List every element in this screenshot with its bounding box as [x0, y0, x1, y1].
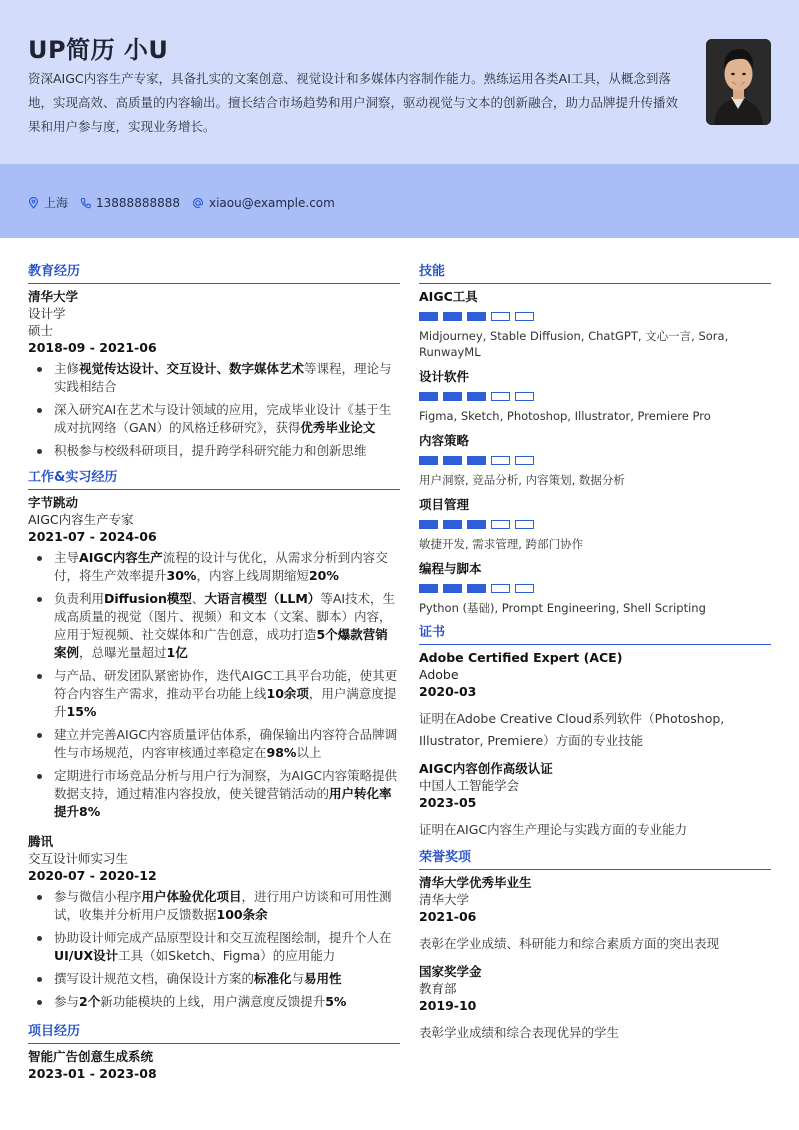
- job-date: 2020-07 - 2020-12: [28, 868, 157, 883]
- skill-level-bars: [419, 456, 771, 465]
- skills-section: [419, 263, 771, 616]
- project-name: 智能广告创意生成系统: [28, 1049, 154, 1064]
- contact-phone: [80, 196, 180, 210]
- phone-text: 13888888888: [96, 195, 180, 210]
- award-entry: [419, 874, 771, 955]
- school-name: 清华大学: [28, 289, 79, 304]
- job-role: 交互设计师实习生: [28, 851, 129, 866]
- contact-location: [28, 194, 68, 211]
- portrait-icon: [706, 39, 771, 125]
- cert-name: Adobe Certified Expert (ACE): [419, 650, 623, 665]
- summary-text: 资深AIGC内容生产专家，具备扎实的文案创意、视觉设计和多媒体内容制作能力。熟练运用各类AI工具，从概念到落地，实现高效、高质量的内容输出。擅长结合市场趋势和用户洞察，驱动视觉与文本的创新融合，助力品牌提升传播效果和用户参与度，实现业务增长。: [28, 71, 679, 134]
- level-bar-filled: [419, 392, 438, 401]
- level-bar-empty: [515, 392, 534, 401]
- certs-list: [419, 649, 771, 841]
- level-bar-filled: [419, 456, 438, 465]
- job-entry: [28, 833, 400, 1011]
- bold-text: 视觉传达设计、交互设计、数字媒体艺术: [79, 361, 305, 376]
- level-bar-filled: [467, 456, 486, 465]
- bold-text: 98%: [266, 745, 297, 760]
- bullet-item: 参与2个新功能模块的上线，用户满意度反馈提升5%: [28, 993, 400, 1011]
- skills-list: [419, 288, 771, 616]
- cert-date: 2020-03: [419, 684, 477, 699]
- skill-entry: [419, 368, 771, 424]
- level-bar-filled: [467, 584, 486, 593]
- bullet-item: 深入研究AI在艺术与设计领域的应用，完成毕业设计《基于生成对抗网络（GAN）的风格迁移研究》，获得优秀毕业论文: [28, 401, 400, 437]
- level-bar-empty: [491, 392, 510, 401]
- skill-desc: 用户洞察, 竞品分析, 内容策划, 数据分析: [419, 473, 625, 487]
- bold-text: 2个: [79, 994, 101, 1009]
- bold-text: Diffusion模型: [104, 591, 192, 606]
- level-bar-filled: [467, 312, 486, 321]
- candidate-name: UP简历 小U: [28, 36, 169, 64]
- level-bar-empty: [515, 456, 534, 465]
- award-date: 2021-06: [419, 909, 477, 924]
- email-text: xiaou@example.com: [209, 195, 335, 210]
- contact-bar: [0, 164, 799, 238]
- level-bar-empty: [491, 456, 510, 465]
- cert-date: 2023-05: [419, 795, 477, 810]
- job-bullets: [28, 549, 400, 821]
- skill-name: AIGC工具: [419, 289, 478, 304]
- bold-text: 1亿: [166, 645, 188, 660]
- award-date: 2019-10: [419, 998, 477, 1013]
- left-column: [28, 263, 400, 1083]
- level-bar-filled: [443, 456, 462, 465]
- section-title-work: 工作&实习经历: [28, 469, 400, 490]
- award-entry: [419, 963, 771, 1044]
- job-bullets: [28, 888, 400, 1011]
- company-name: 字节跳动: [28, 495, 79, 510]
- bullet-item: 积极参与校级科研项目，提升跨学科研究能力和创新思维: [28, 442, 400, 460]
- skill-entry: [419, 560, 771, 616]
- level-bar-empty: [515, 584, 534, 593]
- skill-level-bars: [419, 520, 771, 529]
- section-title-certs: 证书: [419, 624, 771, 645]
- work-section: [28, 469, 400, 1011]
- education-date: 2018-09 - 2021-06: [28, 340, 157, 355]
- contact-email: [192, 196, 335, 210]
- award-issuer: 清华大学: [419, 892, 470, 907]
- level-bar-filled: [443, 392, 462, 401]
- section-title-skills: 技能: [419, 263, 771, 284]
- level-bar-filled: [419, 520, 438, 529]
- level-bar-empty: [515, 312, 534, 321]
- bold-text: 10余项: [266, 686, 309, 701]
- award-name: 清华大学优秀毕业生: [419, 875, 532, 890]
- skill-entry: [419, 496, 771, 552]
- skill-entry: [419, 432, 771, 488]
- skill-name: 内容策略: [419, 433, 470, 448]
- phone-icon: [80, 197, 91, 209]
- location-text: 上海: [44, 196, 69, 210]
- cert-entry: [419, 760, 771, 841]
- bullet-item: 负责利用Diffusion模型、大语言模型（LLM）等AI技术，生成高质量的视觉（图片、视频）和文本（文案、脚本）内容，应用于短视频、社交媒体和广告创意，成功打造5个爆款营销案例，总曝光量超过1亿: [28, 590, 400, 662]
- bold-text: 30%: [166, 568, 197, 583]
- cert-issuer: Adobe: [419, 667, 459, 682]
- bold-text: 15%: [66, 704, 97, 719]
- bold-text: 优秀毕业论文: [300, 420, 376, 435]
- bullet-item: 主导AIGC内容生产流程的设计与优化，从需求分析到内容交付，将生产效率提升30%，内容上线周期缩短20%: [28, 549, 400, 585]
- level-bar-filled: [467, 520, 486, 529]
- skill-desc: Python (基础), Prompt Engineering, Shell Scripting: [419, 601, 706, 615]
- level-bar-filled: [443, 312, 462, 321]
- cert-desc: 证明在Adobe Creative Cloud系列软件（Photoshop, Illustrator, Premiere）方面的专业技能: [419, 711, 725, 748]
- cert-issuer: 中国人工智能学会: [419, 778, 520, 793]
- section-title-projects: 项目经历: [28, 1023, 400, 1044]
- bold-text: UI/UX设计: [54, 948, 119, 963]
- degree: 硕士: [28, 323, 54, 338]
- major: 设计学: [28, 306, 66, 321]
- bold-text: 20%: [308, 568, 339, 583]
- award-issuer: 教育部: [419, 981, 457, 996]
- right-column: [419, 263, 771, 1052]
- awards-list: [419, 874, 771, 1044]
- company-name: 腾讯: [28, 834, 54, 849]
- skill-name: 设计软件: [419, 369, 470, 384]
- skill-level-bars: [419, 392, 771, 401]
- bold-text: 5个爆款营销案例: [54, 627, 388, 660]
- bullet-item: 定期进行市场竞品分析与用户行为洞察，为AIGC内容策略提供数据支持，通过精准内容投放，使关键营销活动的用户转化率提升8%: [28, 767, 400, 821]
- education-section: [28, 263, 400, 460]
- skill-name: 项目管理: [419, 497, 470, 512]
- level-bar-empty: [515, 520, 534, 529]
- project-date: 2023-01 - 2023-08: [28, 1066, 157, 1081]
- cert-desc: 证明在AIGC内容生产理论与实践方面的专业能力: [419, 822, 688, 837]
- certs-section: [419, 624, 771, 841]
- level-bar-filled: [443, 584, 462, 593]
- level-bar-empty: [491, 584, 510, 593]
- level-bar-filled: [419, 584, 438, 593]
- at-sign-icon: [192, 197, 204, 209]
- award-name: 国家奖学金: [419, 964, 482, 979]
- bullet-item: 主修视觉传达设计、交互设计、数字媒体艺术等课程，理论与实践相结合: [28, 360, 400, 396]
- level-bar-empty: [491, 312, 510, 321]
- cert-name: AIGC内容创作高级认证: [419, 761, 553, 776]
- award-desc: 表彰在学业成绩、科研能力和综合素质方面的突出表现: [419, 936, 720, 951]
- bullet-item: 与产品、研发团队紧密协作，迭代AIGC工具平台功能，使其更符合内容生产需求，推动平台功能上线10余项，用户满意度提升15%: [28, 667, 400, 721]
- skill-desc: Midjourney, Stable Diffusion, ChatGPT, 文心一言, Sora, RunwayML: [419, 329, 729, 359]
- resume-header: [0, 0, 799, 164]
- bold-text: 5%: [325, 994, 347, 1009]
- bullet-item: 参与微信小程序用户体验优化项目，进行用户访谈和可用性测试，收集并分析用户反馈数据100条余: [28, 888, 400, 924]
- bold-text: 大语言模型（LLM）: [204, 591, 321, 606]
- bullet-item: 协助设计师完成产品原型设计和交互流程图绘制，提升个人在UI/UX设计工具（如Sketch、Figma）的应用能力: [28, 929, 400, 965]
- education-bullets: [28, 360, 400, 460]
- level-bar-empty: [491, 520, 510, 529]
- bold-text: 用户体验优化项目: [141, 889, 242, 904]
- bold-text: AIGC内容生产: [79, 550, 163, 565]
- contact-list: [28, 194, 347, 211]
- section-title-education: 教育经历: [28, 263, 400, 284]
- level-bar-filled: [443, 520, 462, 529]
- job-role: AIGC内容生产专家: [28, 512, 134, 527]
- skill-desc: Figma, Sketch, Photoshop, Illustrator, Premiere Pro: [419, 409, 711, 423]
- bold-text: 用户转化率提升8%: [54, 786, 392, 819]
- bullet-item: 撰写设计规范文档，确保设计方案的标准化与易用性: [28, 970, 400, 988]
- bold-text: 标准化: [254, 971, 292, 986]
- skill-name: 编程与脚本: [419, 561, 482, 576]
- level-bar-filled: [419, 312, 438, 321]
- award-desc: 表彰学业成绩和综合表现优异的学生: [419, 1025, 620, 1040]
- job-date: 2021-07 - 2024-06: [28, 529, 157, 544]
- skill-level-bars: [419, 312, 771, 321]
- cert-entry: [419, 649, 771, 752]
- projects-section: [28, 1023, 400, 1083]
- bullet-item: 建立并完善AIGC内容质量评估体系，确保输出内容符合品牌调性与市场规范，内容审核通过率稳定在98%以上: [28, 726, 400, 762]
- location-pin-icon: [28, 197, 39, 209]
- avatar: [706, 39, 771, 125]
- awards-section: [419, 849, 771, 1044]
- bold-text: 100条余: [216, 907, 268, 922]
- skill-entry: [419, 288, 771, 360]
- section-title-awards: 荣誉奖项: [419, 849, 771, 870]
- job-entry: [28, 494, 400, 821]
- skill-level-bars: [419, 584, 771, 593]
- level-bar-filled: [467, 392, 486, 401]
- skill-desc: 敏捷开发, 需求管理, 跨部门协作: [419, 537, 584, 551]
- bold-text: 易用性: [304, 971, 342, 986]
